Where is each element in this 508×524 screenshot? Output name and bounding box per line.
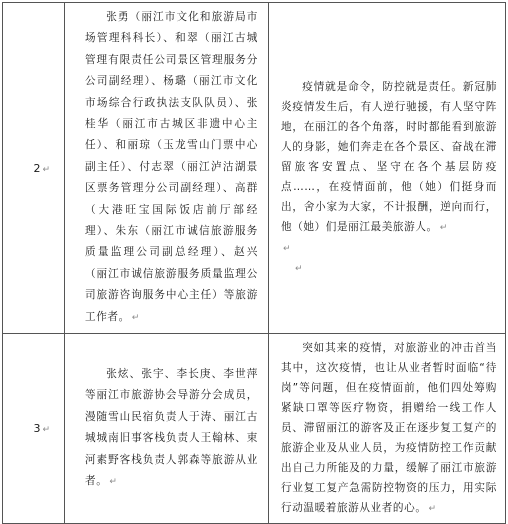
people-cell [65, 334, 269, 524]
people-cell [65, 3, 269, 334]
paragraph-mark: ↵ [42, 164, 50, 175]
description-cell [269, 334, 506, 524]
paragraph-mark: ↵ [109, 476, 117, 487]
row-number: 3 [33, 422, 41, 436]
description-text: 突如其来的疫情，对旅游业的冲击首当其中，这次疫情，也让从业者暂时面临“待岗”等问题，但在疫情面前，他们四处筹购紧缺口罩等医疗物资，捐赠给一线工作人员、滞留丽江的游客及正在逐步复工复产的旅游企业及从业人员，为疫情防控工作贡献出自己力所能及的力量，缓解了丽江市旅游行业复工复产急需防控物资的压力，用实际行动温暖着旅游从业者的心。 ↵ [281, 342, 497, 515]
empty-paragraph [281, 258, 497, 278]
paragraph-mark: ↵ [42, 425, 50, 436]
row-number-cell [3, 334, 65, 524]
commendation-table [2, 2, 506, 524]
people-text: 张勇（丽江市文化和旅游局市场管理科科长）、和翠（丽江古城管理有限责任公司景区管理服务分公司副经理）、杨璐（丽江市文化市场综合行政执法支队队员）、张桂华（丽江市古城区非遗中心主任）、和丽琼（玉龙雪山门票中心副主任）、付志翠（丽江泸沽湖景区票务管理分公司副经理）、高群（大港旺宝国际饭店前厅部经理）、朱东（丽江市诚信旅游服务质量监理公司副总经理）、赵兴（丽江市诚信旅游服务质量监理公司旅游咨询服务中心主任）等旅游工作者。 ↵ [85, 11, 258, 323]
row-number-cell [3, 3, 65, 334]
paragraph-mark: ↵ [428, 504, 437, 515]
paragraph-mark: ↵ [439, 222, 448, 233]
row-number: 2 [33, 161, 41, 175]
description-text: 疫情就是命令，防控就是责任。新冠肺炎疫情发生后，有人逆行驰援，有人坚守阵地，在丽江的各个角落，时时都能看到旅游人的身影，她们奔走在各个景区、奋战在滞留旅客安置点、坚守在各个基层防疫点……，在疫情面前，他（她）们挺身而出，舍小家为大家，不计报酬，逆向而行，他（她）们是丽江最美旅游人。 ↵ [281, 80, 497, 233]
empty-paragraph [281, 238, 497, 258]
paragraph-mark: ↵ [131, 312, 140, 323]
paragraph-mark: ↵ [295, 263, 303, 274]
people-text: 张炫、张宇、李长庚、李世萍等丽江市旅游协会导游分会成员，漫随雪山民宿负责人于涛、丽江古城城南旧事客栈负责人王翰林、束河素野客栈负责人郭森等旅游从业者。 ↵ [85, 367, 258, 487]
paragraph-mark: ↵ [283, 243, 291, 254]
table-row [3, 3, 506, 334]
table-row [3, 334, 506, 524]
description-cell [269, 3, 506, 334]
